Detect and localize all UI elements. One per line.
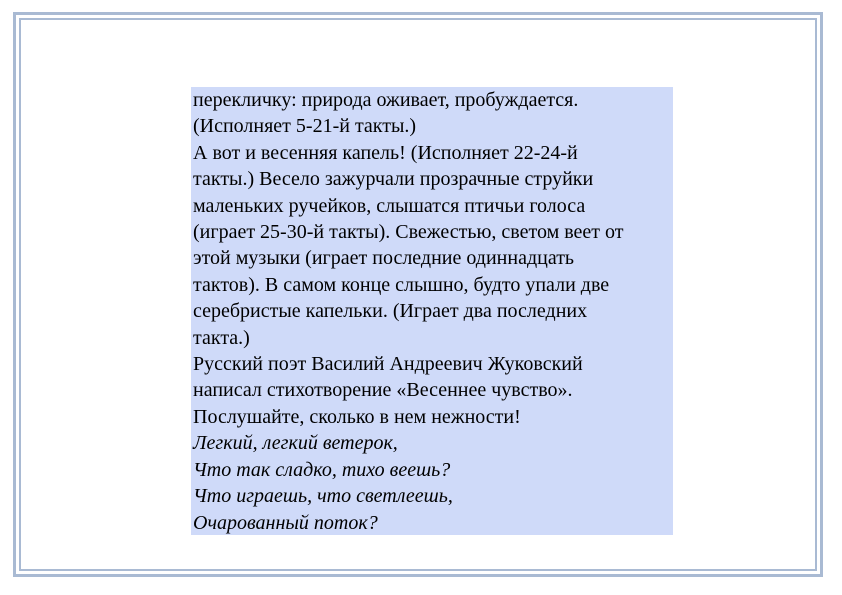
text-line: перекличку: природа оживает, пробуждается. — [193, 89, 579, 111]
poem-line: Что так сладко, тихо веешь? — [193, 458, 451, 481]
poem-line: Легкий, легкий ветерок, — [193, 432, 398, 455]
text-line: Послушайте, сколько в нем нежности! — [193, 405, 521, 428]
text-line: А вот и весенняя капель! (Исполняет 22-24-й — [193, 141, 578, 164]
text-line: (Исполняет 5-21-й такты.) — [193, 115, 417, 138]
text-line: Русский поэт Василий Андреевич Жуковский — [193, 353, 583, 376]
text-line: серебристые капельки. (Играет два последних — [193, 300, 588, 323]
text-line: такта.) — [193, 326, 250, 349]
text-box — [191, 87, 673, 535]
text-line: этой музыки (играет последние одиннадцать — [193, 247, 575, 270]
text-line: такты.) Весело зажурчали прозрачные струйки — [193, 168, 594, 191]
text-line: тактов). В самом конце слышно, будто упали две — [193, 273, 610, 296]
poem-line: Очарованный поток? — [193, 511, 378, 534]
text-line: (играет 25-30-й такты). Свежестью, светом веет от — [193, 221, 624, 244]
text-line: маленьких ручейков, слышатся птичьи голоса — [193, 194, 586, 217]
poem-line: Что играешь, что светлеешь, — [193, 485, 453, 508]
text-line: написал стихотворение «Весеннее чувство». — [193, 379, 573, 402]
